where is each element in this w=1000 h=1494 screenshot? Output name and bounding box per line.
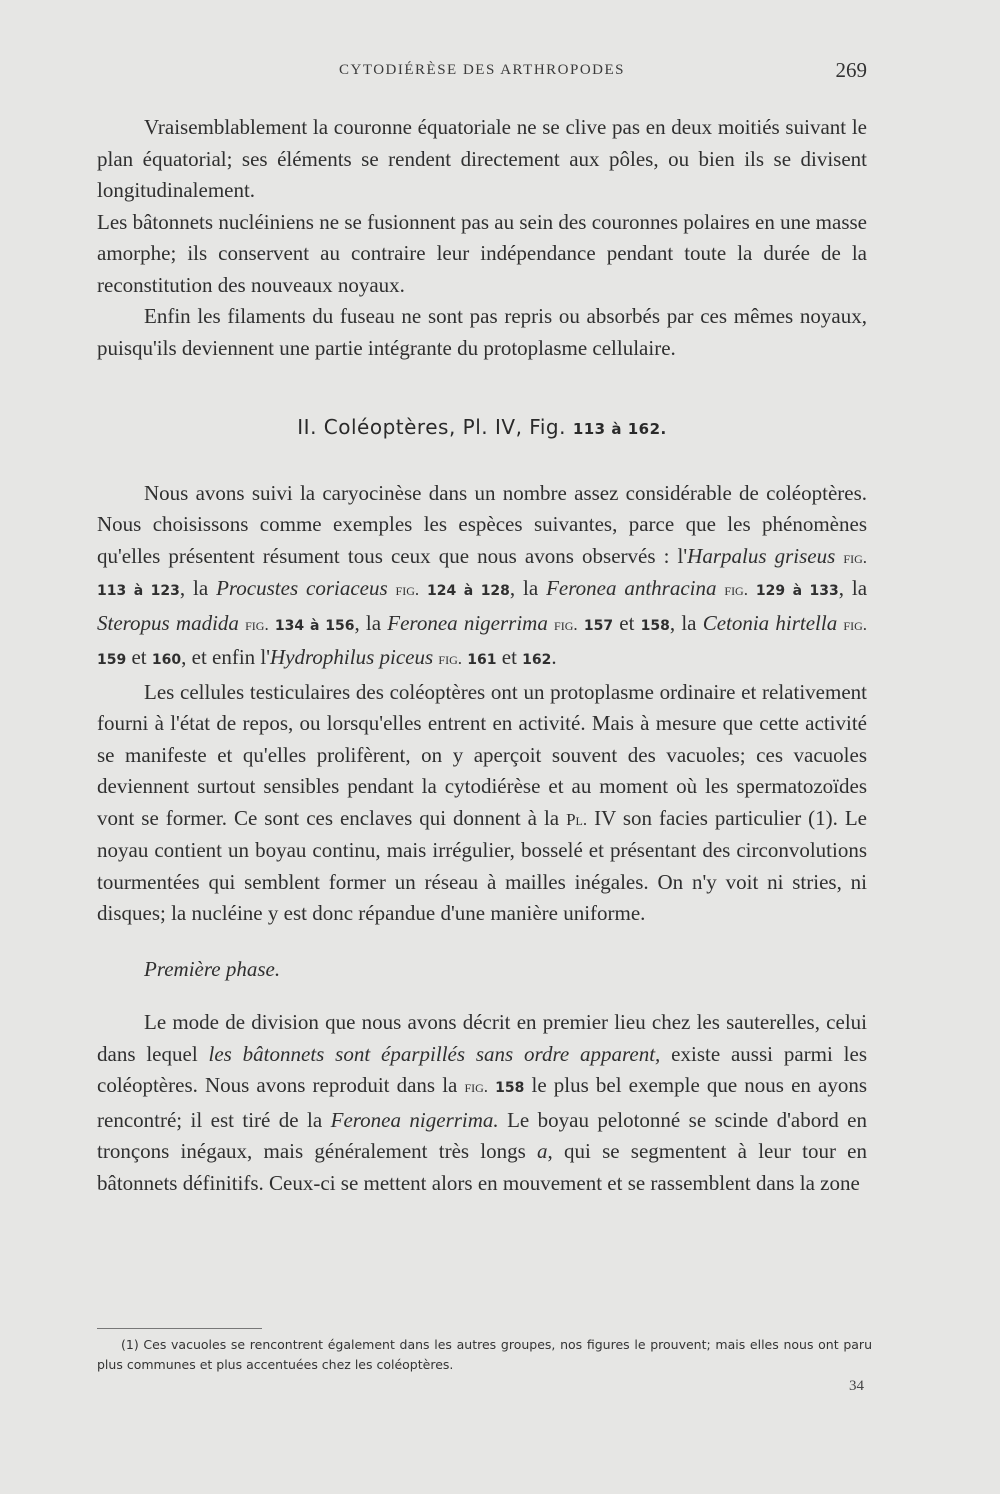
paragraph-3: Enfin les filaments du fuseau ne sont pas repris ou absorbés par ces mêmes noyaux, puisqu'ils deviennent une partie intégrante du protoplasme cellulaire.	[97, 304, 867, 360]
paragraph-4: Nous avons suivi la caryocinèse dans un nombre assez considérable de coléoptères. Nous choisissons comme exemples les espèces suivantes, parce que les phénomènes qu'elles présentent résument tous ceux que nous avons observés : l'Harpalus griseus fig. 113 à 123, la Procustes coriaceus fig. 124 à 128, la Feronea anthracina fig. 129 à 133, la Steropus madida fig. 134 à 156, la Feronea nigerrima fig. 157 et 158, la Cetonia hirtella fig. 159 et 160, et enfin l'Hydrophilus piceus fig. 161 et 162.	[97, 480, 868, 669]
fig-label: fig.	[438, 649, 463, 668]
paragraph-6-text: , qui se segmentent à leur tour en bâtonnets définitifs. Ceux-ci se mettent alors en mouvement et se rassemblent dans la zone	[97, 1139, 867, 1195]
separator: , la	[838, 576, 868, 600]
paragraph-1: Vraisemblablement la couronne équatoriale ne se clive pas en deux moitiés suivant le plan équatorial; ses éléments se rendent directement aux pôles, ou bien ils se divisent longitudinalement.	[97, 115, 867, 202]
section-heading	[97, 412, 867, 446]
figure-ref: 113 à 123	[97, 583, 180, 599]
species-feronea-nigerrima: Feronea nigerrima.	[330, 1107, 499, 1132]
separator: , la	[509, 576, 547, 600]
paragraph-2: Les bâtonnets nucléiniens ne se fusionnent pas au sein des couronnes polaires en une masse amorphe; ils conservent au contraire leur indépendance pendant toute la durée de la reconstitution des nouveaux noyaux.	[97, 209, 867, 297]
separator: , et enfin l'	[181, 645, 271, 669]
section-heading-figures: 113 à 162.	[572, 420, 667, 438]
paragraph-6-text: Le mode de division que nous avons décrit en premier lieu chez les sauterelles, celui dans lequel	[97, 1010, 867, 1066]
conjunction: et	[613, 610, 641, 635]
italic-phrase: les bâtonnets sont éparpillés sans ordre apparent,	[208, 1041, 661, 1066]
conjunction: et	[496, 645, 523, 669]
figure-ref: 124 à 128	[427, 583, 510, 599]
paragraph-6	[97, 1007, 867, 1199]
species-procustes-coriaceus: Procustes coriaceus	[216, 576, 388, 600]
paragraph-6-text: existe aussi parmi les coléoptères. Nous avons reproduit dans la	[97, 1041, 867, 1097]
plate-label: Pl.	[566, 809, 588, 829]
footnote: (1) Ces vacuoles se rencontrent également dans les autres groupes, nos figures le prouvent; mais elles nous ont paru plus communes et plus accentuées chez les coléoptères.	[97, 1337, 872, 1372]
fig-label: fig.	[554, 614, 578, 634]
figure-ref: 160	[151, 652, 182, 668]
separator: , la	[354, 610, 388, 635]
phase-heading	[97, 954, 867, 986]
species-cetonia-hirtella: Cetonia hirtella	[702, 610, 838, 635]
separator: , la	[669, 610, 703, 635]
fig-label: fig.	[464, 1077, 489, 1096]
page-number: 269	[835, 58, 867, 82]
species-feronea-nigerrima: Feronea nigerrima	[387, 610, 548, 635]
figure-ref: 158	[495, 1080, 525, 1096]
paragraph-6-text: le plus bel exemple que nous en ayons rencontré; il est tiré de la	[97, 1073, 868, 1132]
running-header	[97, 58, 867, 86]
body-text	[97, 112, 867, 1199]
figure-ref: 159	[97, 652, 127, 668]
figure-ref: 129 à 133	[755, 583, 839, 599]
species-feronea-anthracina: Feronea anthracina	[546, 576, 717, 600]
footnote-rule	[97, 1328, 262, 1329]
phase-heading-text: Première phase.	[144, 956, 281, 981]
figure-ref: 162	[522, 652, 552, 668]
figure-letter: a	[537, 1139, 548, 1163]
fig-label: fig.	[724, 580, 748, 599]
section-heading-text: II. Coléoptères, Pl. IV, Fig.	[297, 415, 566, 439]
fig-label: fig.	[843, 614, 868, 634]
signature-mark: 34	[849, 1378, 864, 1394]
species-hydrophilus-piceus: Hydrophilus piceus	[270, 645, 434, 669]
species-harpalus-griseus: Harpalus griseus	[687, 543, 836, 568]
running-title: CYTODIÉRÈSE DES ARTHROPODES	[338, 62, 625, 78]
paragraph-5-text: IV son facies particulier (1). Le noyau contient un boyau continu, mais irrégulier, bosselé et présentant des circonvolutions tourmentées qui semblent former un réseau à mailles inégales. On n'y voit ni stries, ni disques; la nucléine y est donc répandue d'une manière uniforme.	[97, 805, 867, 925]
paragraph-5-text: Les cellules testiculaires des coléoptères ont un protoplasme ordinaire et relativement fourni à l'état de repos, ou lorsqu'elles entrent en activité. Mais à mesure que cette activité se manifeste et qu'elles prolifèrent, on y aperçoit souvent des vacuoles; ces vacuoles deviennent surtout sensibles pendant la cytodiérèse et au moment où les spermatozoïdes vont se former. Ce sont ces enclaves qui donnent à la	[97, 679, 867, 830]
species-steropus-madida: Steropus madida	[97, 610, 239, 635]
paragraph-5	[97, 677, 867, 930]
fig-label: fig.	[843, 547, 867, 567]
fig-label: fig.	[245, 614, 269, 634]
figure-ref: 157	[583, 617, 614, 634]
paragraph-4-text: Nous avons suivi la caryocinèse dans un nombre assez considérable de coléoptères. Nous choisissons comme exemples les espèces suivantes, parce que les phénomènes qu'elles présentent résument tous ceux que nous avons observés : l'	[97, 480, 867, 568]
conjunction: et	[126, 645, 152, 669]
figure-ref: 134 à 156	[274, 617, 355, 634]
paragraph-6-text: Le boyau pelotonné se scinde d'abord en tronçons inégaux, mais généralement très longs	[97, 1107, 867, 1163]
fig-label: fig.	[395, 580, 420, 599]
figure-ref: 161	[467, 652, 497, 668]
figure-ref: 158	[640, 617, 670, 634]
separator: , la	[179, 576, 217, 600]
